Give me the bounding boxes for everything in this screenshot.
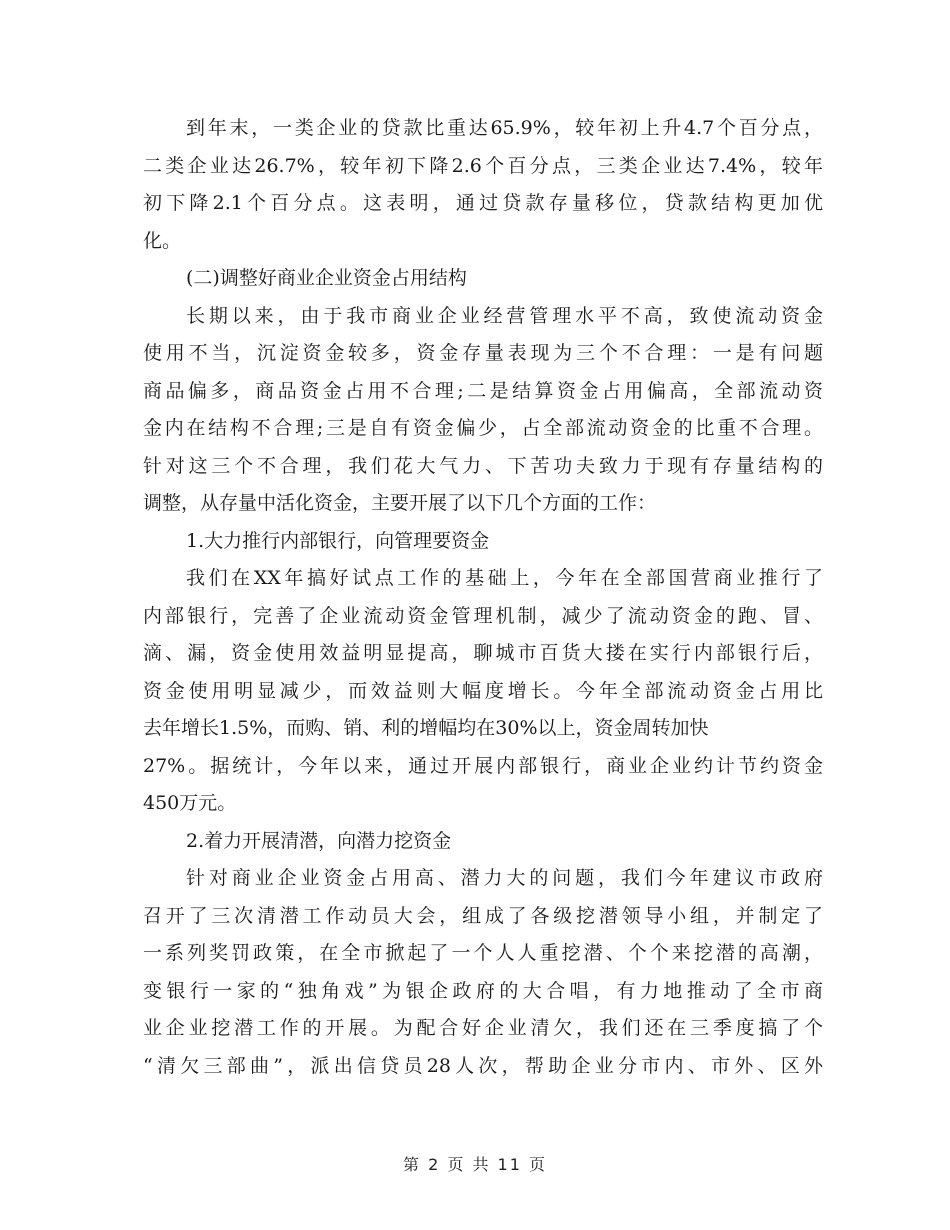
subsection-heading: 1.大力推行内部银行，向管理要资金 [186, 529, 490, 552]
text-line: 450万元。 [143, 792, 237, 814]
text-line: 长期以来，由于我市商业企业经营管理水平不高，致使流动资金 [186, 304, 823, 327]
page-footer: 第 2 页 共 11 页 [403, 1155, 547, 1174]
text-line: 化。 [143, 229, 182, 252]
text-line: 金内在结构不合理;三是自有资金偏少，占全部流动资金的比重不合理。 [143, 417, 823, 439]
text-line: 召开了三次清潜工作动员大会，组成了各级挖潜领导小组，并制定了 [143, 904, 823, 927]
text-line: 商品偏多，商品资金占用不合理;二是结算资金占用偏高，全部流动资 [143, 379, 823, 402]
text-line: 内部银行，完善了企业流动资金管理机制，减少了流动资金的跑、冒、 [143, 604, 823, 627]
text-line: 调整，从存量中活化资金，主要开展了以下几个方面的工作： [143, 492, 657, 514]
subsection-heading: 2.着力开展清潜，向潜力挖资金 [186, 829, 452, 852]
text-line: 二类企业达26.7%，较年初下降2.6个百分点，三类企业达7.4%，较年 [143, 154, 823, 177]
text-line: 使用不当，沉淀资金较多，资金存量表现为三个不合理：一是有问题 [143, 342, 823, 364]
text-line: 资金使用明显减少，而效益则大幅度增长。今年全部流动资金占用比 [143, 679, 823, 702]
text-line: 到年末，一类企业的贷款比重达65.9%，较年初上升4.7个百分点， [186, 117, 823, 139]
text-line: 针对这三个不合理，我们花大气力、下苦功夫致力于现有存量结构的 [143, 454, 823, 477]
text-line: 初下降2.1个百分点。这表明，通过贷款存量移位，贷款结构更加优 [143, 192, 823, 214]
section-heading: (二)调整好商业企业资金占用结构 [186, 267, 467, 289]
text-line: 一系列奖罚政策，在全市掀起了一个人人重挖潜、个个来挖潜的高潮， [143, 942, 823, 964]
text-line: 变银行一家的“独角戏”为银企政府的大合唱，有力地推动了全市商 [143, 979, 823, 1002]
text-line: 去年增长1.5%，而购、销、利的增幅均在30%以上，资金周转加快 [143, 717, 709, 739]
text-line: 滴、漏，资金使用效益明显提高，聊城市百货大搂在实行内部银行后， [143, 642, 823, 664]
document-body [143, 110, 823, 1085]
text-line: “清欠三部曲”，派出信贷员28人次，帮助企业分市内、市外、区外 [143, 1054, 823, 1077]
text-line: 27%。据统计，今年以来，通过开展内部银行，商业企业约计节约资金 [143, 754, 823, 777]
text-line: 我们在XX年搞好试点工作的基础上，今年在全部国营商业推行了 [186, 567, 823, 589]
text-line: 业企业挖潜工作的开展。为配合好企业清欠，我们还在三季度搞了个 [143, 1017, 823, 1039]
text-line: 针对商业企业资金占用高、潜力大的问题，我们今年建议市政府 [186, 867, 823, 889]
